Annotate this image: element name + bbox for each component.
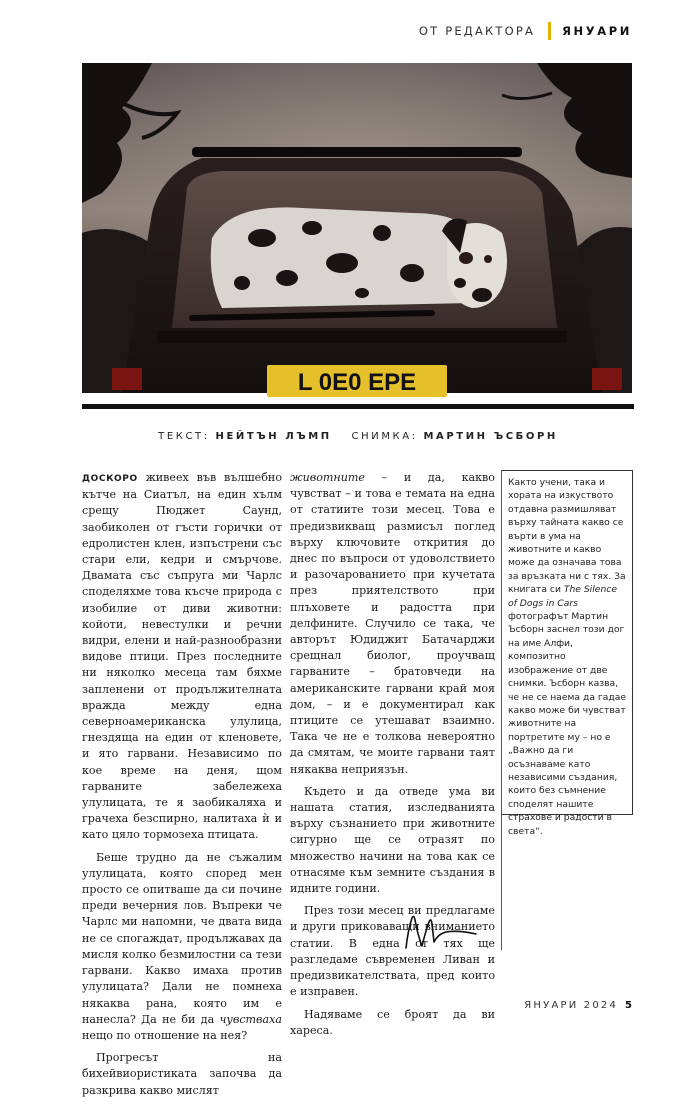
article-credits	[82, 431, 634, 442]
emphasis-text: чувстваха	[219, 1012, 282, 1026]
article-column-2	[290, 470, 495, 1045]
photo-dog-in-car-icon	[82, 63, 632, 396]
license-plate-text: L 0E0 EPE	[297, 369, 417, 396]
section-title: ОТ РЕДАКТОРА	[418, 24, 536, 38]
photo-caption-box	[502, 470, 633, 837]
text-credit-label: ТЕКСТ:	[158, 431, 210, 442]
header-month: ЯНУАРИ	[562, 24, 632, 38]
footer-issue: ЯНУАРИ 2024	[524, 1000, 619, 1011]
paragraph-text: живеех във вълшебно кътче на Сиатъл, на един хълм срещу Пюджет Саунд, заобиколен от гъсти горички от едролистен клен, изпъстрени със стари ели, кедри и смърчове. Двамата със съпруга ми Чарлс споделяхме това късче природа с изобилие от диви животни: койоти, невестулки и речни видри, елени и най-разнообразни видове птици. През последните ни няколко месеца там бяхме запленени от продължителната вражда между една северноамериканска улулица, гнездяща на един от кленовете, и ято гарвани. Независимо по кое време на деня, щом гарваните забележеха улулицата, те я заобикаляха и грачеха безспирно, налитаха ѝ и като цяло тормозеха птицата.	[82, 471, 282, 842]
dog-figure	[211, 207, 507, 308]
book-title: The Silence of Dogs in Cars	[508, 584, 617, 609]
article-column-1	[82, 470, 282, 1105]
page-footer	[524, 1000, 632, 1011]
photographer-name: МАРТИН ЪСБОРН	[423, 431, 558, 442]
paragraph: Където и да отведе ума ви нашата статия, изследванията върху съзнанието при животните сигурно ще се отразят по множество начини на това как се отнасяме към земните създания в идните години.	[290, 784, 495, 896]
signature-mark-icon	[398, 912, 498, 954]
paragraph	[290, 470, 495, 778]
caption-text: фотографът Мартин Ъсборн заснел този дог на име Алфи, композитно изображение от две снимки. Ъсборн казва, че не се наема да гадае какво може би чувстват животните на портретите му – но е „Важно да ги осъзнаваме като независими създания, които без съмнение споделят нашите страхове и радости в света“.	[508, 611, 626, 837]
paragraph	[82, 470, 282, 844]
paragraph-text: – и да, какво чувстват – и това е темата на една от статиите този месец. Това е предизвикващ размисъл поглед върху ключовите открития до днес по въпроси от удоволствието и разочарованието при кучетата през приятелството при плъховете и радостта при делфините. Случило се така, че авторът Юдиджит Батачарджи срещнал биолог, проучващ гарваните – братовчеди на американските гарвани край моя дом, – и е документирал как птиците се утешават взаимно. Така че не е толкова невероятно да смятам, че моите гарвани таят някаква неприязън.	[290, 471, 495, 776]
lead-word: ДОСКОРО	[82, 474, 138, 484]
paragraph-text: нещо по отношение на нея?	[82, 1028, 248, 1042]
paragraph-text: Беше трудно да не съжалим улулицата, която според мен просто се опитваше да си почине преди вечерния лов. Въпреки че Чарлс ми напомни, че двата вида не се спогаждат, продължавах да мисля колко безмилостни са тези гарвани. Какво имаха против улулицата? Дали не помнеха някаква рана, която им е нанесла? Да не би да	[82, 850, 282, 1026]
page-header	[419, 20, 632, 42]
paragraph: Прогресът на бихейвиористиката започва да разкрива какво мислят	[82, 1051, 282, 1097]
photo-credit-label: СНИМКА:	[351, 431, 418, 442]
caption-text: Както учени, така и хората на изкуството отдавна размишляват върху тайната какво се върти в ума на животните и какво може да означава това за връзката ни с тях. За книгата си	[508, 477, 626, 596]
page-number: 5	[625, 1000, 632, 1011]
author-name: НЕЙТЪН ЛЪМП	[215, 431, 332, 442]
header-divider	[548, 22, 551, 40]
paragraph: През този месец ви предлагаме и други приковаващи вниманието статии. В една от тях ще разгледаме съвременен Ливан и предизвикателствата, пред които е изправен.	[290, 904, 495, 999]
paragraph: Надяваме се броят да ви хареса.	[290, 1007, 495, 1037]
heavy-rule	[82, 404, 634, 409]
emphasis-text: животните	[290, 471, 365, 484]
article-photo	[82, 63, 632, 396]
paragraph	[82, 850, 282, 1044]
